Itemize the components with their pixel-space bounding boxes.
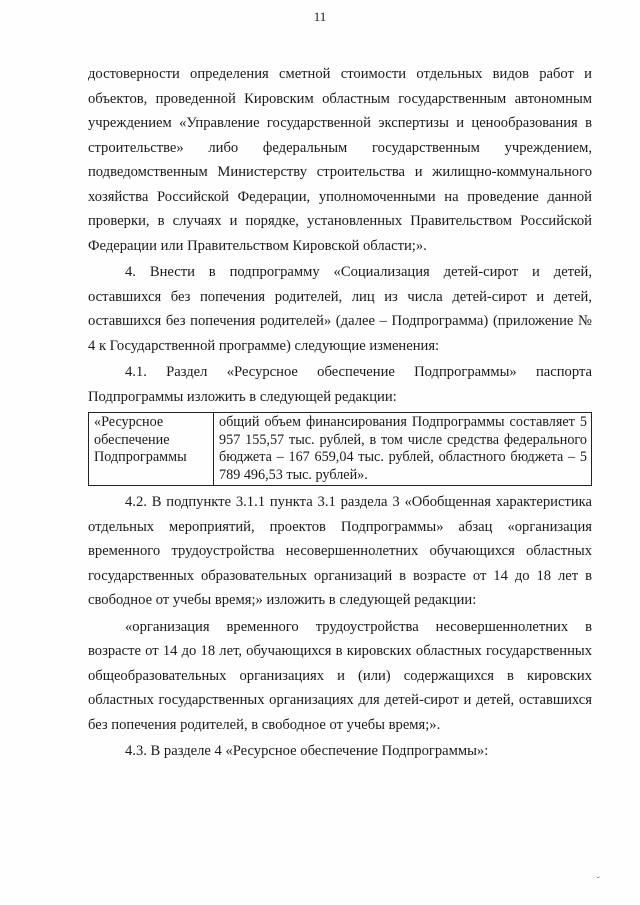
- paragraph-continuation: достоверности определения сметной стоимости отдельных видов работ и объектов, проведенной Кировским областным государственным автономным учреждением «Управление государственной экспертизы и ценообразования в строительстве» либо федеральным государственным учреждением, подведомственным Министерству строительства и жилищно-коммунального хозяйства Российской Федерации, уполномоченными на проведение данной проверки, в случаях и порядке, установленных Правительством Российской Федерации или Правительством Кировской области;».: [88, 66, 592, 254]
- page-number: 11: [313, 9, 327, 24]
- paragraph-item-4-3: 4.3. В разделе 4 «Ресурсное обеспечение Подпрограммы»:: [125, 743, 489, 759]
- table-row: [89, 413, 592, 486]
- resource-table: [88, 412, 592, 486]
- paragraph-new-wording: «организация временного трудоустройства несовершеннолетних в возрасте от 14 до 18 лет, обучающихся в кировских областных государственных общеобразовательных организациях и (или) содержащихся в кировских областных государственных организациях для детей-сирот и детей, оставшихся без попечения родителей, в свободное от учебы время;».: [88, 618, 592, 733]
- paragraph-item-4-1: 4.1. Раздел «Ресурсное обеспечение Подпрограммы» паспорта Подпрограммы изложить в следующей редакции:: [88, 364, 592, 405]
- scan-mark: ˇ: [596, 875, 600, 887]
- document-body: [88, 62, 592, 764]
- resource-table-label: «Ресурсное обеспечение Подпрограммы: [89, 413, 214, 486]
- paragraph-item-4-2: 4.2. В подпункте 3.1.1 пункта 3.1 раздела 3 «Обобщенная характеристика отдельных мероприятий, проектов Подпрограммы» абзац «организация временного трудоустройства несовершеннолетних обучающихся областных государственных образовательных организаций в возрасте от 14 до 18 лет в свободное от учебы время;» изложить в следующей редакции:: [88, 494, 592, 608]
- paragraph-item-4: 4. Внести в подпрограмму «Социализация детей-сирот и детей, оставшихся без попечения родителей, лиц из числа детей-сирот и детей, оставшихся без попечения родителей» (далее – Подпрограмма) (приложение № 4 к Государственной программе) следующие изменения:: [88, 264, 592, 354]
- resource-table-value: общий объем финансирования Подпрограммы составляет 5 957 155,57 тыс. рублей, в том числе средства федерального бюджета – 167 659,04 тыс. рублей, областного бюджета – 5 789 496,53 тыс. рублей».: [214, 413, 592, 486]
